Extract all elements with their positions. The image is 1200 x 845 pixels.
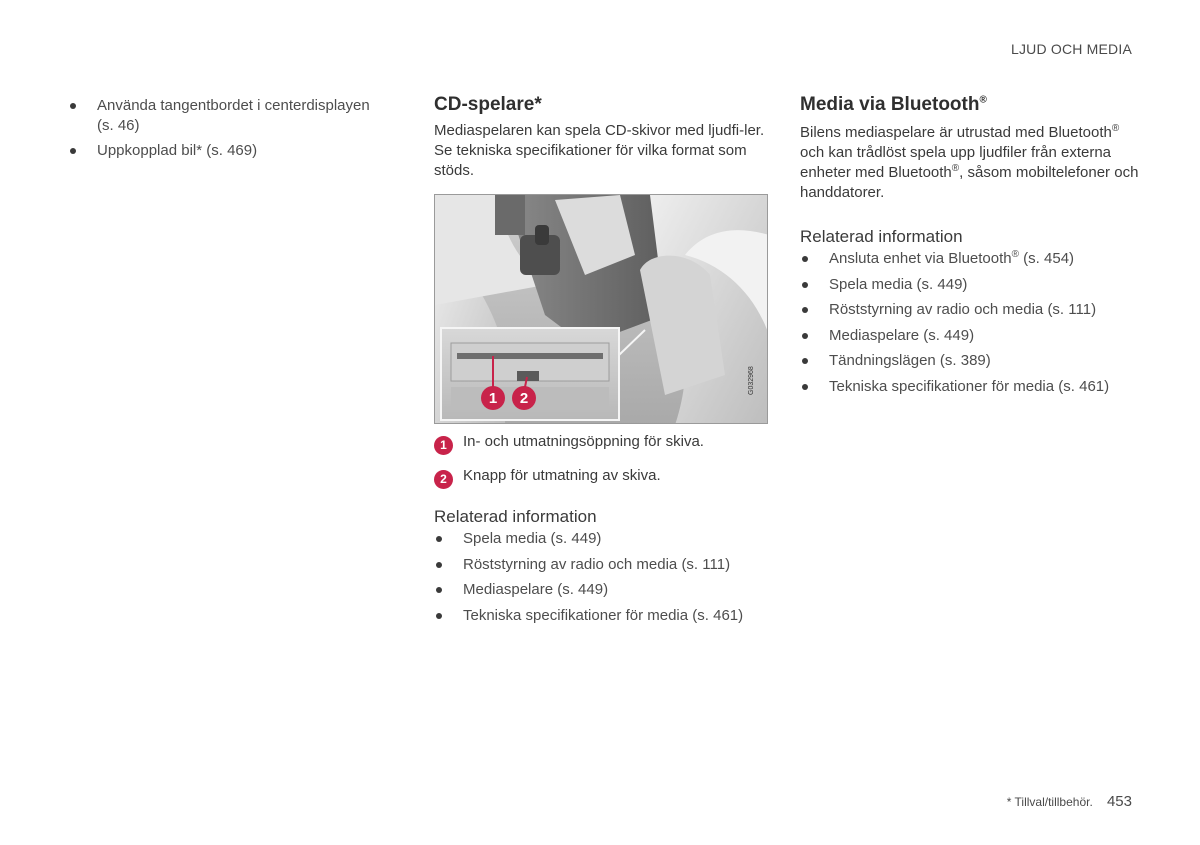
section-header: LJUD OCH MEDIA (1010, 41, 1132, 57)
left-column (68, 92, 388, 167)
list-item[interactable]: Tekniska specifikationer för media (s. 461) (800, 377, 1140, 397)
cd-related-heading: Relaterad information (434, 507, 597, 526)
list-item[interactable]: Spela media (s. 449) (800, 275, 1140, 295)
registered-mark: ® (1011, 249, 1020, 260)
callout-item (434, 432, 770, 452)
bluetooth-body-text (800, 123, 1140, 203)
cd-body-text: Mediaspelaren kan spela CD-skivor med ljudfi-ler. Se tekniska specifikationer för vilka format som stöds. (434, 122, 765, 179)
list-item[interactable]: Röststyrning av radio och media (s. 111) (800, 300, 1140, 320)
list-item[interactable]: Tändningslägen (s. 389) (800, 351, 1140, 371)
registered-mark: ® (951, 163, 960, 174)
bluetooth-section (800, 92, 1140, 402)
registered-mark: ® (979, 94, 987, 106)
cd-related-list (434, 529, 770, 625)
list-item[interactable] (800, 249, 1140, 269)
bluetooth-body-part2: och kan trådlöst spela upp ljudfiler från externa enheter med Bluetooth (800, 144, 1112, 181)
footnote: * Tillval/tillbehör. (1006, 795, 1093, 809)
list-item[interactable]: Uppkopplad bil* (s. 469) (68, 141, 388, 161)
bluetooth-related-heading: Relaterad information (800, 227, 963, 246)
list-item[interactable]: Röststyrning av radio och media (s. 111) (434, 555, 770, 575)
list-item[interactable]: Spela media (s. 449) (434, 529, 770, 549)
figure-callout-1: 1 (488, 390, 498, 407)
registered-mark: ® (1111, 123, 1120, 134)
list-item[interactable]: Mediaspelare (s. 449) (800, 326, 1140, 346)
figure-callout-2: 2 (519, 390, 529, 407)
bluetooth-body-part3: , såsom mobiltelefoner och handdatorer. (800, 164, 1139, 201)
cd-heading: CD-spelare* (434, 94, 542, 115)
callout-text: Knapp för utmatning av skiva. (463, 467, 661, 484)
page-footer (1007, 793, 1132, 810)
figure-code: G032968 (748, 366, 755, 395)
callout-item (434, 466, 770, 486)
bluetooth-related-list (800, 249, 1140, 396)
bluetooth-heading (800, 92, 1140, 118)
callout-text: In- och utmatningsöppning för skiva. (463, 433, 704, 450)
callout-badge-icon: 2 (434, 470, 453, 489)
list-item-page: (s. 454) (1019, 250, 1075, 267)
list-item[interactable]: Använda tangentbordet i centerdisplayen (s. 46) (68, 96, 388, 135)
callout-list (434, 432, 770, 500)
bluetooth-related-section (800, 227, 1140, 396)
callout-badge-icon: 1 (434, 436, 453, 455)
cd-player-figure (434, 194, 768, 424)
cd-section (434, 92, 770, 181)
bluetooth-heading-text: Media via Bluetooth (800, 94, 980, 115)
left-related-list (68, 96, 388, 161)
page-number: 453 (1106, 793, 1132, 810)
cd-related-section (434, 507, 770, 631)
list-item[interactable]: Mediaspelare (s. 449) (434, 580, 770, 600)
list-item[interactable]: Tekniska specifikationer för media (s. 461) (434, 606, 770, 626)
bluetooth-body-part1: Bilens mediaspelare är utrustad med Bluetooth (800, 124, 1112, 141)
list-item-text: Ansluta enhet via Bluetooth (829, 250, 1012, 267)
